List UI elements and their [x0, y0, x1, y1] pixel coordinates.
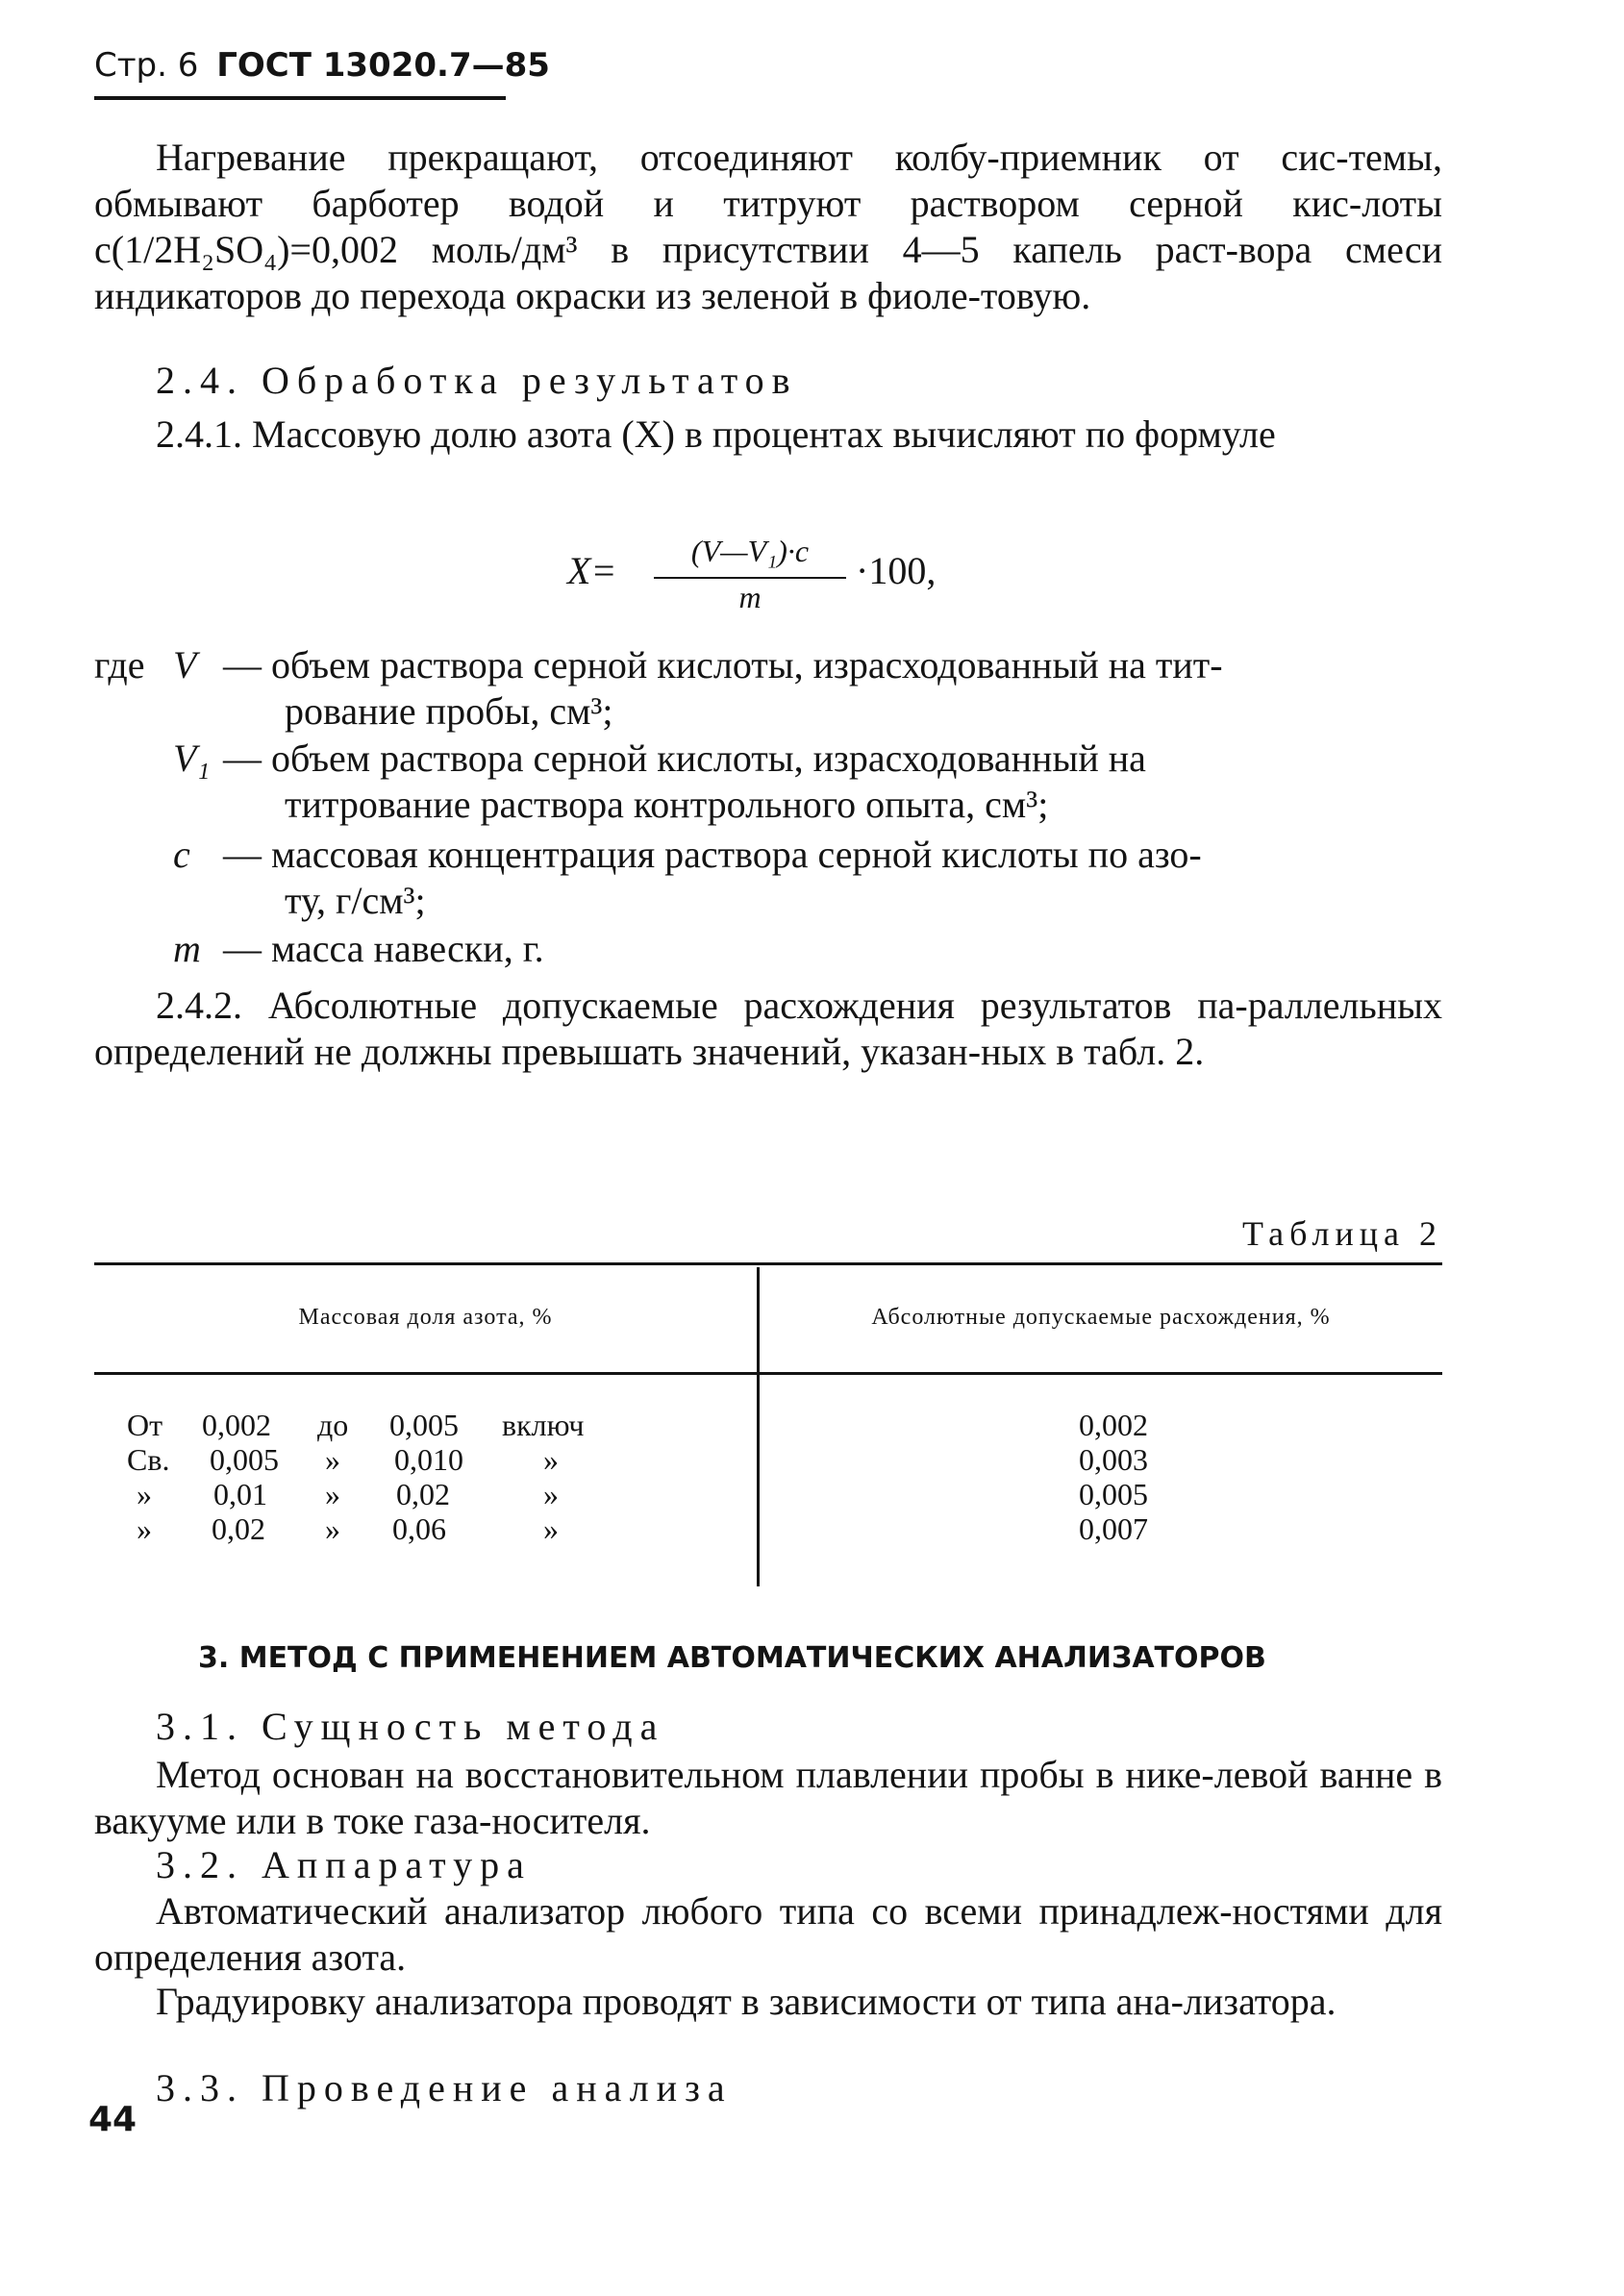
definition-text: — объем раствора серной кислоты, израсходованный на — [223, 736, 1146, 780]
table-cell-value: 0,003 — [1079, 1442, 1148, 1477]
table-cell: » — [543, 1477, 559, 1511]
section-3-3-heading: 3.3. Проведение анализа — [156, 2066, 733, 2109]
table-cell: 0,005 — [210, 1442, 279, 1477]
section-3-title: 3. МЕТОД С ПРИМЕНЕНИЕМ АВТОМАТИЧЕСКИХ АНАЛИЗАТОРОВ — [198, 1641, 1266, 1675]
formula-numerator: (V—V₁)·c — [690, 534, 810, 568]
definition-text: — масса навески, г. — [223, 927, 544, 970]
table-cell: » — [543, 1511, 559, 1546]
table-cell: » — [137, 1477, 152, 1511]
running-header — [94, 46, 550, 85]
table-cell: » — [325, 1442, 340, 1477]
header-rule — [94, 96, 506, 100]
definition-symbol: c — [173, 833, 190, 876]
paragraph-2-4-1: 2.4.1. Массовую долю азота (X) в процентах вычисляют по формуле — [156, 412, 1276, 456]
table-cell: включ — [502, 1408, 585, 1442]
table-cell: 0,010 — [394, 1442, 463, 1477]
paragraph-3-2-calibration: Градуировку анализатора проводят в зависимости от типа ана-лизатора. — [156, 1980, 1337, 2023]
formula-rhs: ·100, — [856, 549, 937, 592]
definition-text: — массовая концентрация раствора серной кислоты по азо- — [223, 833, 1202, 876]
definition-text-cont: рование пробы, см³; — [285, 689, 613, 733]
table-header-mass-fraction: Массовая доля азота, % — [298, 1305, 553, 1330]
table-top-rule — [94, 1262, 1442, 1265]
section-2-4-heading: 2.4. Обработка результатов — [156, 359, 798, 402]
table-cell: 0,02 — [212, 1511, 265, 1546]
page-label: Стр. 6 — [94, 46, 199, 85]
table-cell: до — [317, 1408, 349, 1442]
definition-symbol: V — [173, 643, 197, 686]
intro-paragraph: Нагревание прекращают, отсоединяют колбу-приемник от сис-темы, обмывают барботер водой и титруют раствором серной кис-лоты c(1/2H₂SO₄)=0,002 моль/дм³ в присутствии 4—5 капель раст-вора смеси индикаторов до перехода окраски из зеленой в фиоле-товую. — [94, 136, 1442, 317]
definition-symbol: m — [173, 927, 201, 970]
section-3-1-heading: 3.1. Сущность метода — [156, 1705, 665, 1748]
page-number: 44 — [88, 2100, 137, 2139]
section-3-2-heading: 3.2. Аппаратура — [156, 1843, 532, 1886]
definition-lead: где — [94, 643, 145, 686]
formula-denominator: m — [738, 580, 762, 614]
table-cell: 0,01 — [213, 1477, 267, 1511]
table-cell: » — [325, 1477, 340, 1511]
table-cell-value: 0,007 — [1079, 1511, 1148, 1546]
table-cell-value: 0,005 — [1079, 1477, 1148, 1511]
definition-text: — объем раствора серной кислоты, израсходованный на тит- — [223, 643, 1223, 686]
formula-lhs: X= — [567, 549, 617, 592]
table-cell: Св. — [127, 1442, 170, 1477]
table-header-rule — [94, 1372, 1442, 1375]
paragraph-3-1: Метод основан на восстановительном плавлении пробы в нике-левой ванне в вакууме или в токе газа-носителя. — [94, 1753, 1442, 1842]
standard-number: ГОСТ 13020.7—85 — [216, 46, 550, 85]
paragraph-2-4-2: 2.4.2. Абсолютные допускаемые расхождения результатов па-раллельных определений не должны превышать значений, указан-ных в табл. 2. — [94, 984, 1442, 1073]
definition-symbol: V₁ — [173, 736, 211, 780]
paragraph-3-2-apparatus: Автоматический анализатор любого типа со всеми принадлеж-ностями для определения азота. — [94, 1889, 1442, 1979]
table-header-tolerance: Абсолютные допускаемые расхождения, % — [871, 1305, 1331, 1330]
table-cell: От — [127, 1408, 163, 1442]
definition-text-cont: ту, г/см³; — [285, 879, 426, 922]
table-cell: » — [325, 1511, 340, 1546]
definition-text-cont: титрование раствора контрольного опыта, см³; — [285, 783, 1049, 826]
fraction-bar — [654, 577, 846, 579]
table-cell-value: 0,002 — [1079, 1408, 1148, 1442]
table-cell: 0,002 — [202, 1408, 271, 1442]
table-cell: 0,06 — [392, 1511, 446, 1546]
table-cell: 0,02 — [396, 1477, 450, 1511]
formula — [567, 534, 971, 620]
table-cell: 0,005 — [389, 1408, 459, 1442]
table-caption: Таблица 2 — [1242, 1214, 1442, 1253]
table-cell: » — [137, 1511, 152, 1546]
table-cell: » — [543, 1442, 559, 1477]
